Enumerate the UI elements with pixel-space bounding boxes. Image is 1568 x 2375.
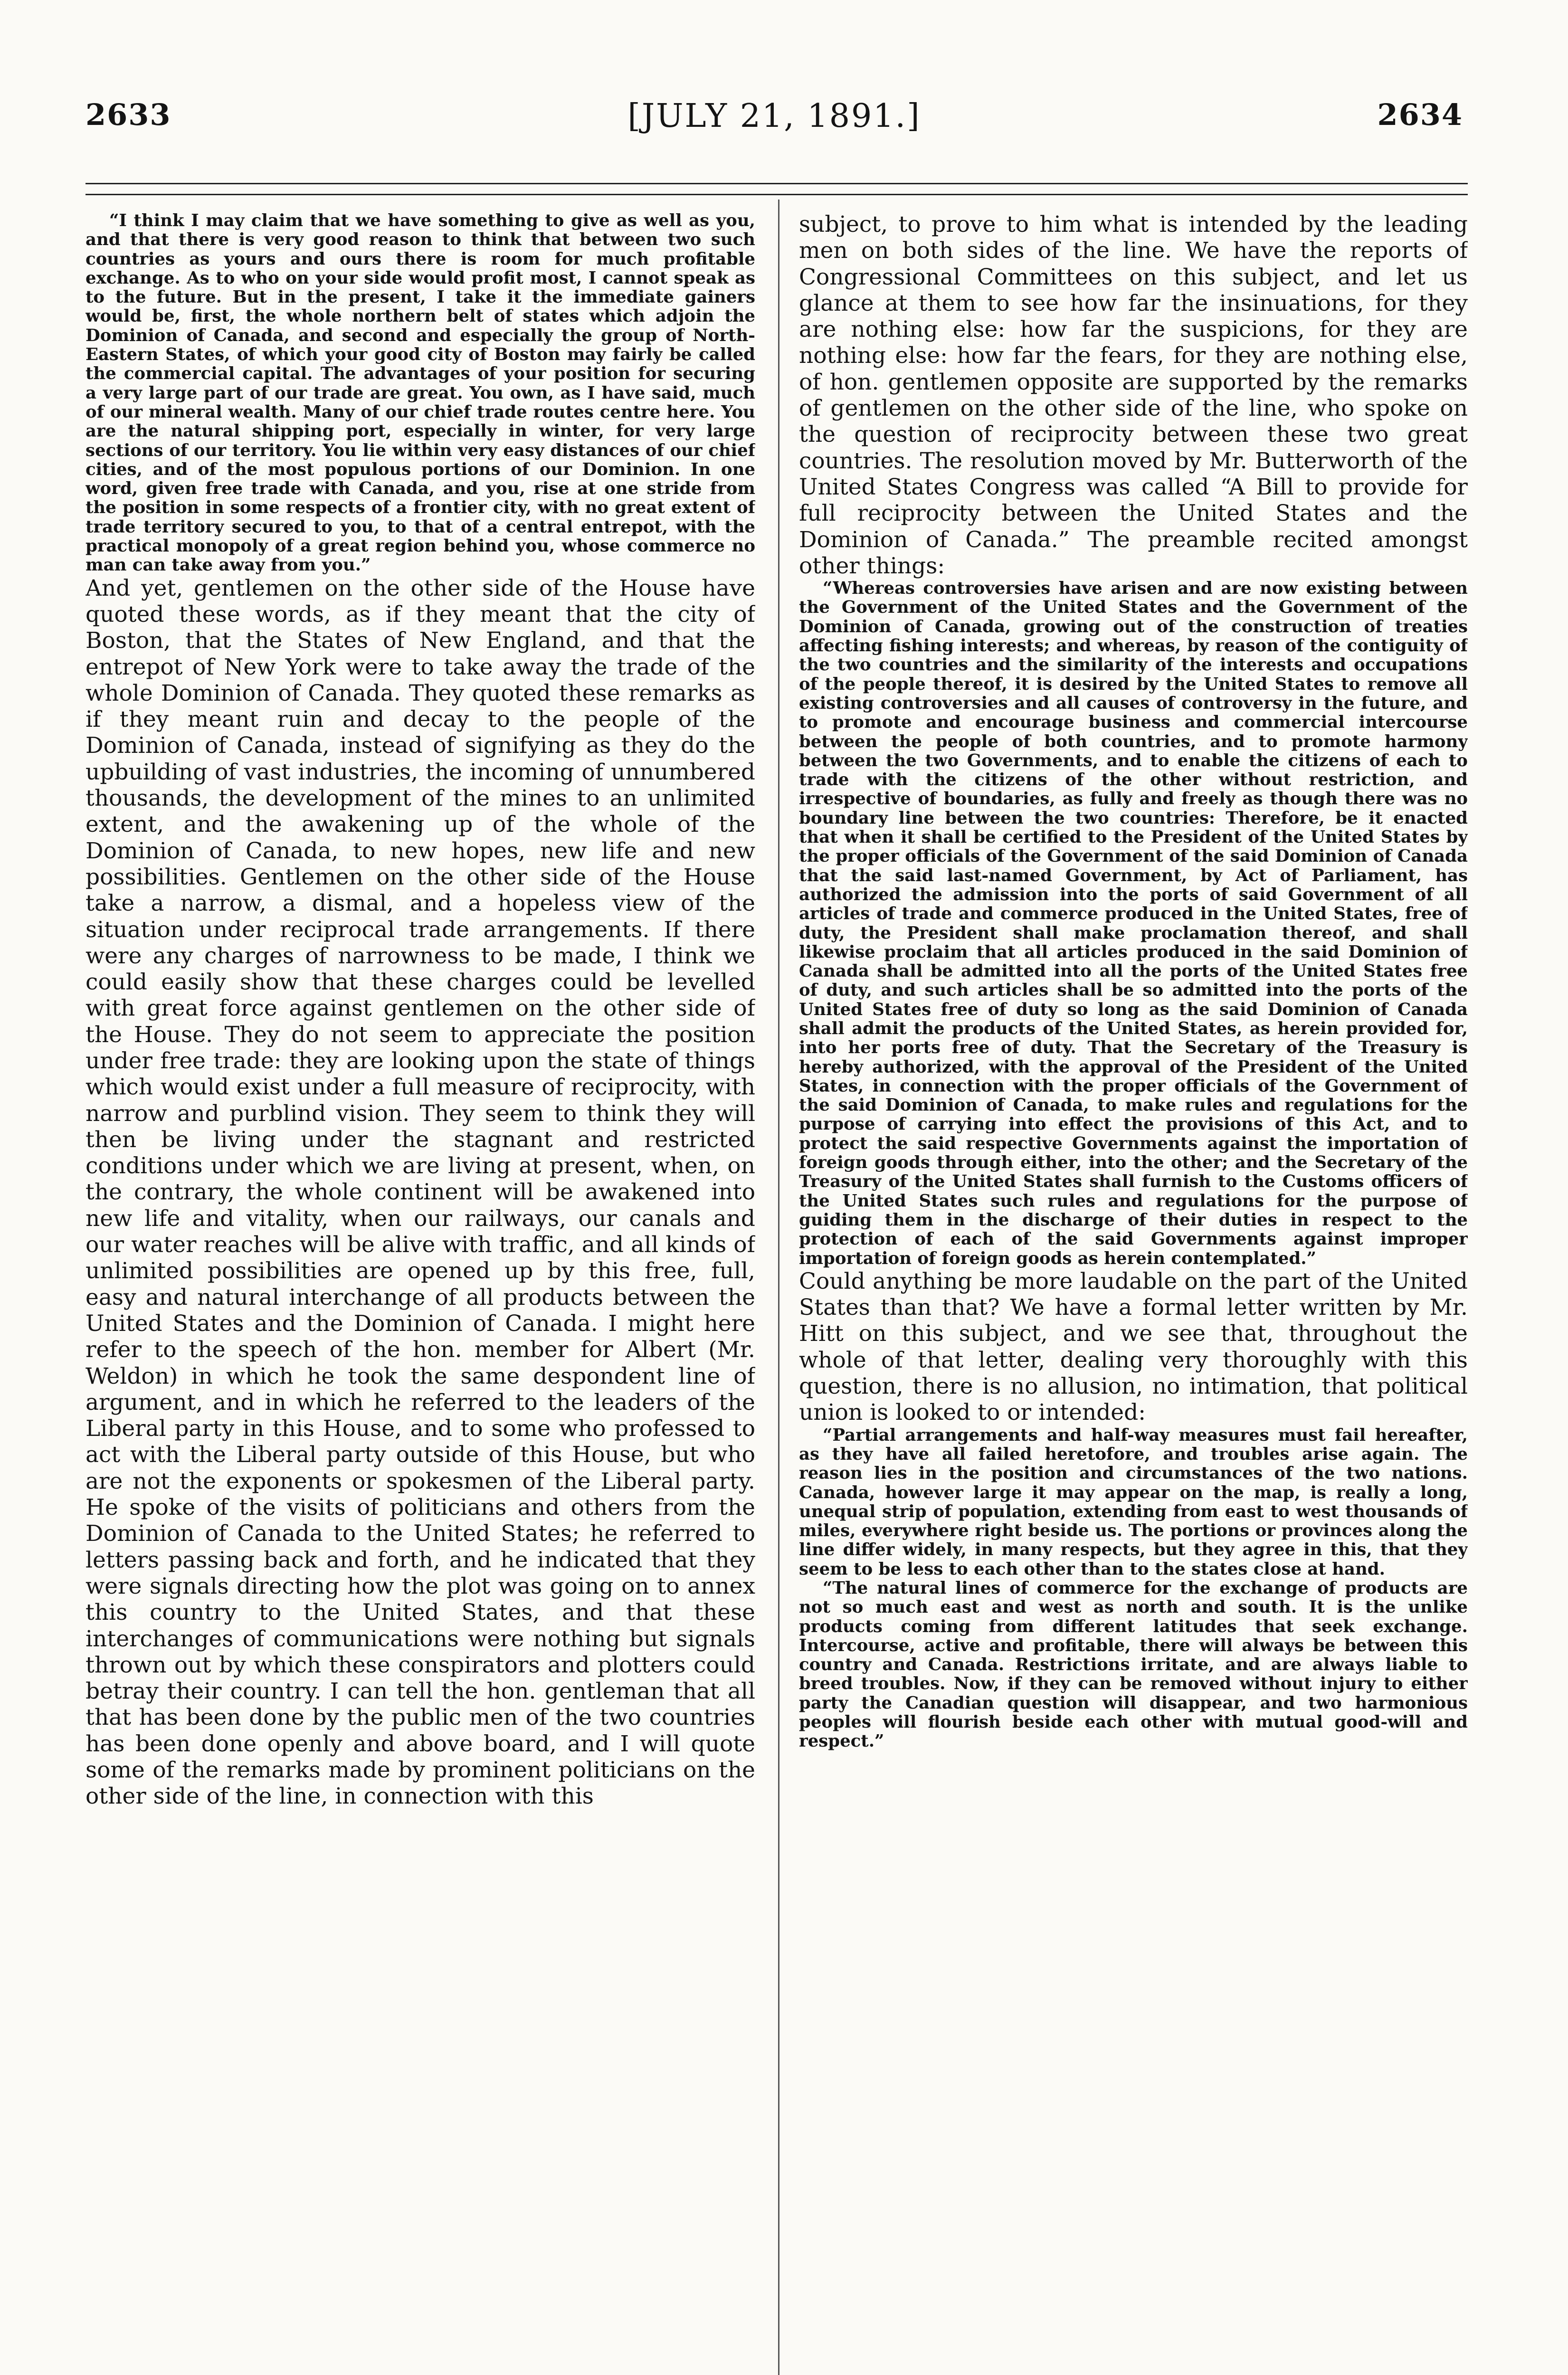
page-date: [JULY 21, 1891.]	[627, 97, 921, 135]
right-column	[799, 211, 1468, 2375]
column-divider	[778, 200, 779, 2375]
speech-continued-paragraph: subject, to prove to him what is intended by the leading men on both sides of the line. We have the reports of Congressional Committees on this subject, and let us glance at them to see how far the insinuations, for they are nothing else: how far the suspicions, for they are nothing else: how far the fears, for they are nothing else, of hon. gentlemen opposite are supported by the remarks of gentlemen on the other side of the line, who spoke on the question of reciprocity between these two great countries. The resolution moved by Mr. Butterworth of the United States Congress was called “A Bill to provide for full reciprocity between the United States and the Dominion of Canada.” The preamble recited amongst other things:	[799, 211, 1468, 579]
left-column	[86, 211, 755, 2375]
page-number-right: 2634	[1377, 97, 1463, 132]
quoted-hitt-passage-2: “The natural lines of commerce for the exchange of products are not so much east and west as north and south. It is the unlike products coming from different latitudes that seek exchange. Intercourse, active and profitable, there will always be between this country and Canada. Restrictions irritate, and are always liable to breed troubles. Now, if they can be removed without injury to either party the Canadian question will disappear, and two harmonious peoples will flourish beside each other with mutual good-will and respect.”	[799, 1578, 1468, 1751]
header-rule-top	[86, 183, 1468, 184]
quoted-bill-passage: “Whereas controversies have arisen and are now existing between the Government of the United States and the Government of the Dominion of Canada, growing out of the construction of treaties affecting fishing interests; and whereas, by reason of the contiguity of the two countries and the similarity of the interests and occupations of the people thereof, it is desired by the United States to remove all existing controversies and all causes of controversy in the future, and to promote and encourage business and commercial intercourse between the people of both countries, and to promote harmony between the two Governments, and to enable the citizens of each to trade with the citizens of the other without restriction, and irrespective of boundaries, as fully and freely as though there was no boundary line between the two countries: Therefore, be it enacted that when it shall be certified to the President of the United States by the proper officials of the Government of the said Dominion of Canada that the said last-named Government, by Act of Parliament, has authorized the admission into the ports of said Government of all articles of trade and commerce produced in the United States, free of duty, the President shall make proclamation thereof, and shall likewise proclaim that all articles produced in the said Dominion of Canada shall be admitted into all the ports of the United States free of duty, and such articles shall be so admitted into the ports of the United States free of duty so long as the said Dominion of Canada shall admit the products of the United States, as herein provided for, into her ports free of duty. That the Secretary of the Treasury is hereby authorized, with the approval of the President of the United States, in connection with the proper officials of the Government of the said Dominion of Canada, to make rules and regulations for the purpose of carrying into effect the provisions of this Act, and to protect the said respective Governments against the importation of foreign goods through either, into the other; and the Secretary of the Treasury of the United States shall furnish to the Customs officers of the United States such rules and regulations for the purpose of guiding them in the discharge of their duties in respect to the protection of each of the said Governments against improper importation of foreign goods as herein contemplated.”	[799, 579, 1468, 1268]
header-rule-bottom	[86, 194, 1468, 195]
speech-paragraph: And yet, gentlemen on the other side of the House have quoted these words, as if they meant that the city of Boston, that the States of New England, and that the entrepot of New York were to take away the trade of the whole Dominion of Canada. They quoted these remarks as if they meant ruin and decay to the people of the Dominion of Canada, instead of signifying as they do the upbuilding of vast industries, the incoming of unnumbered thousands, the development of the mines to an unlimited extent, and the awakening up of the whole of the Dominion of Canada, to new hopes, new life and new possibilities. Gentlemen on the other side of the House take a narrow, a dismal, and a hopeless view of the situation under reciprocal trade arrangements. If there were any charges of narrowness to be made, I think we could easily show that these charges could be levelled with great force against gentlemen on the other side of the House. They do not seem to appreciate the position under free trade: they are looking upon the state of things which would exist under a full measure of reciprocity, with narrow and purblind vision. They seem to think they will then be living under the stagnant and restricted conditions under which we are living at present, when, on the contrary, the whole continent will be awakened into new life and vitality, when our railways, our canals and our water reaches will be alive with traffic, and all kinds of unlimited possibilities are opened up by this free, full, easy and natural interchange of all products between the United States and the Dominion of Canada. I might here refer to the speech of the hon. member for Albert (Mr. Weldon) in which he took the same despondent line of argument, and in which he referred to the leaders of the Liberal party in this House, and to some who professed to act with the Liberal party outside of this House, but who are not the exponents or spokesmen of the Liberal party. He spoke of the visits of politicians and others from the Dominion of Canada to the United States; he referred to letters passing back and forth, and he indicated that they were signals directing how the plot was going on to annex this country to the United States, and that these interchanges of communications were nothing but signals thrown out by which these conspirators and plotters could betray their country. I can tell the hon. gentleman that all that has been done by the public men of the two countries has been done openly and above board, and I will quote some of the remarks made by prominent politicians on the other side of the line, in connection with this	[86, 575, 755, 1810]
quoted-hitt-passage-1: “Partial arrangements and half-way measures must fail hereafter, as they have all failed heretofore, and troubles arise again. The reason lies in the position and circumstances of the two nations. Canada, however large it may appear on the map, is really a long, unequal strip of population, extending from east to west thousands of miles, everywhere right beside us. The portions or provinces along the line differ widely, in many respects, but they agree in this, that they seem to be less to each other than to the states close at hand.	[799, 1425, 1468, 1579]
page-header	[86, 97, 1463, 140]
speech-question-paragraph: Could anything be more laudable on the part of the United States than that? We have a formal letter written by Mr. Hitt on this subject, and we see that, throughout the whole of that letter, dealing very thoroughly with this question, there is no allusion, no intimation, that political union is looked to or intended:	[799, 1268, 1468, 1426]
page-number-left: 2633	[86, 97, 171, 132]
quoted-letter-passage: “I think I may claim that we have something to give as well as you, and that there is very good reason to think that between two such countries as yours and ours there is room for much profitable exchange. As to who on your side would profit most, I cannot speak as to the future. But in the present, I take it the immediate gainers would be, first, the whole northern belt of states which adjoin the Dominion of Canada, and second and especially the group of North-Eastern States, of which your good city of Boston may fairly be called the commercial capital. The advantages of your position for securing a very large part of our trade are great. You own, as I have said, much of our mineral wealth. Many of our chief trade routes centre here. You are the natural shipping port, especially in winter, for very large sections of our territory. You lie within very easy distances of our chief cities, and of the most populous portions of our Dominion. In one word, given free trade with Canada, and you, rise at one stride from the position in some respects of a frontier city, with no great extent of trade territory secured to you, to that of a central entrepot, with the practical monopoly of a great region behind you, whose commerce no man can take away from you.”	[86, 211, 755, 575]
